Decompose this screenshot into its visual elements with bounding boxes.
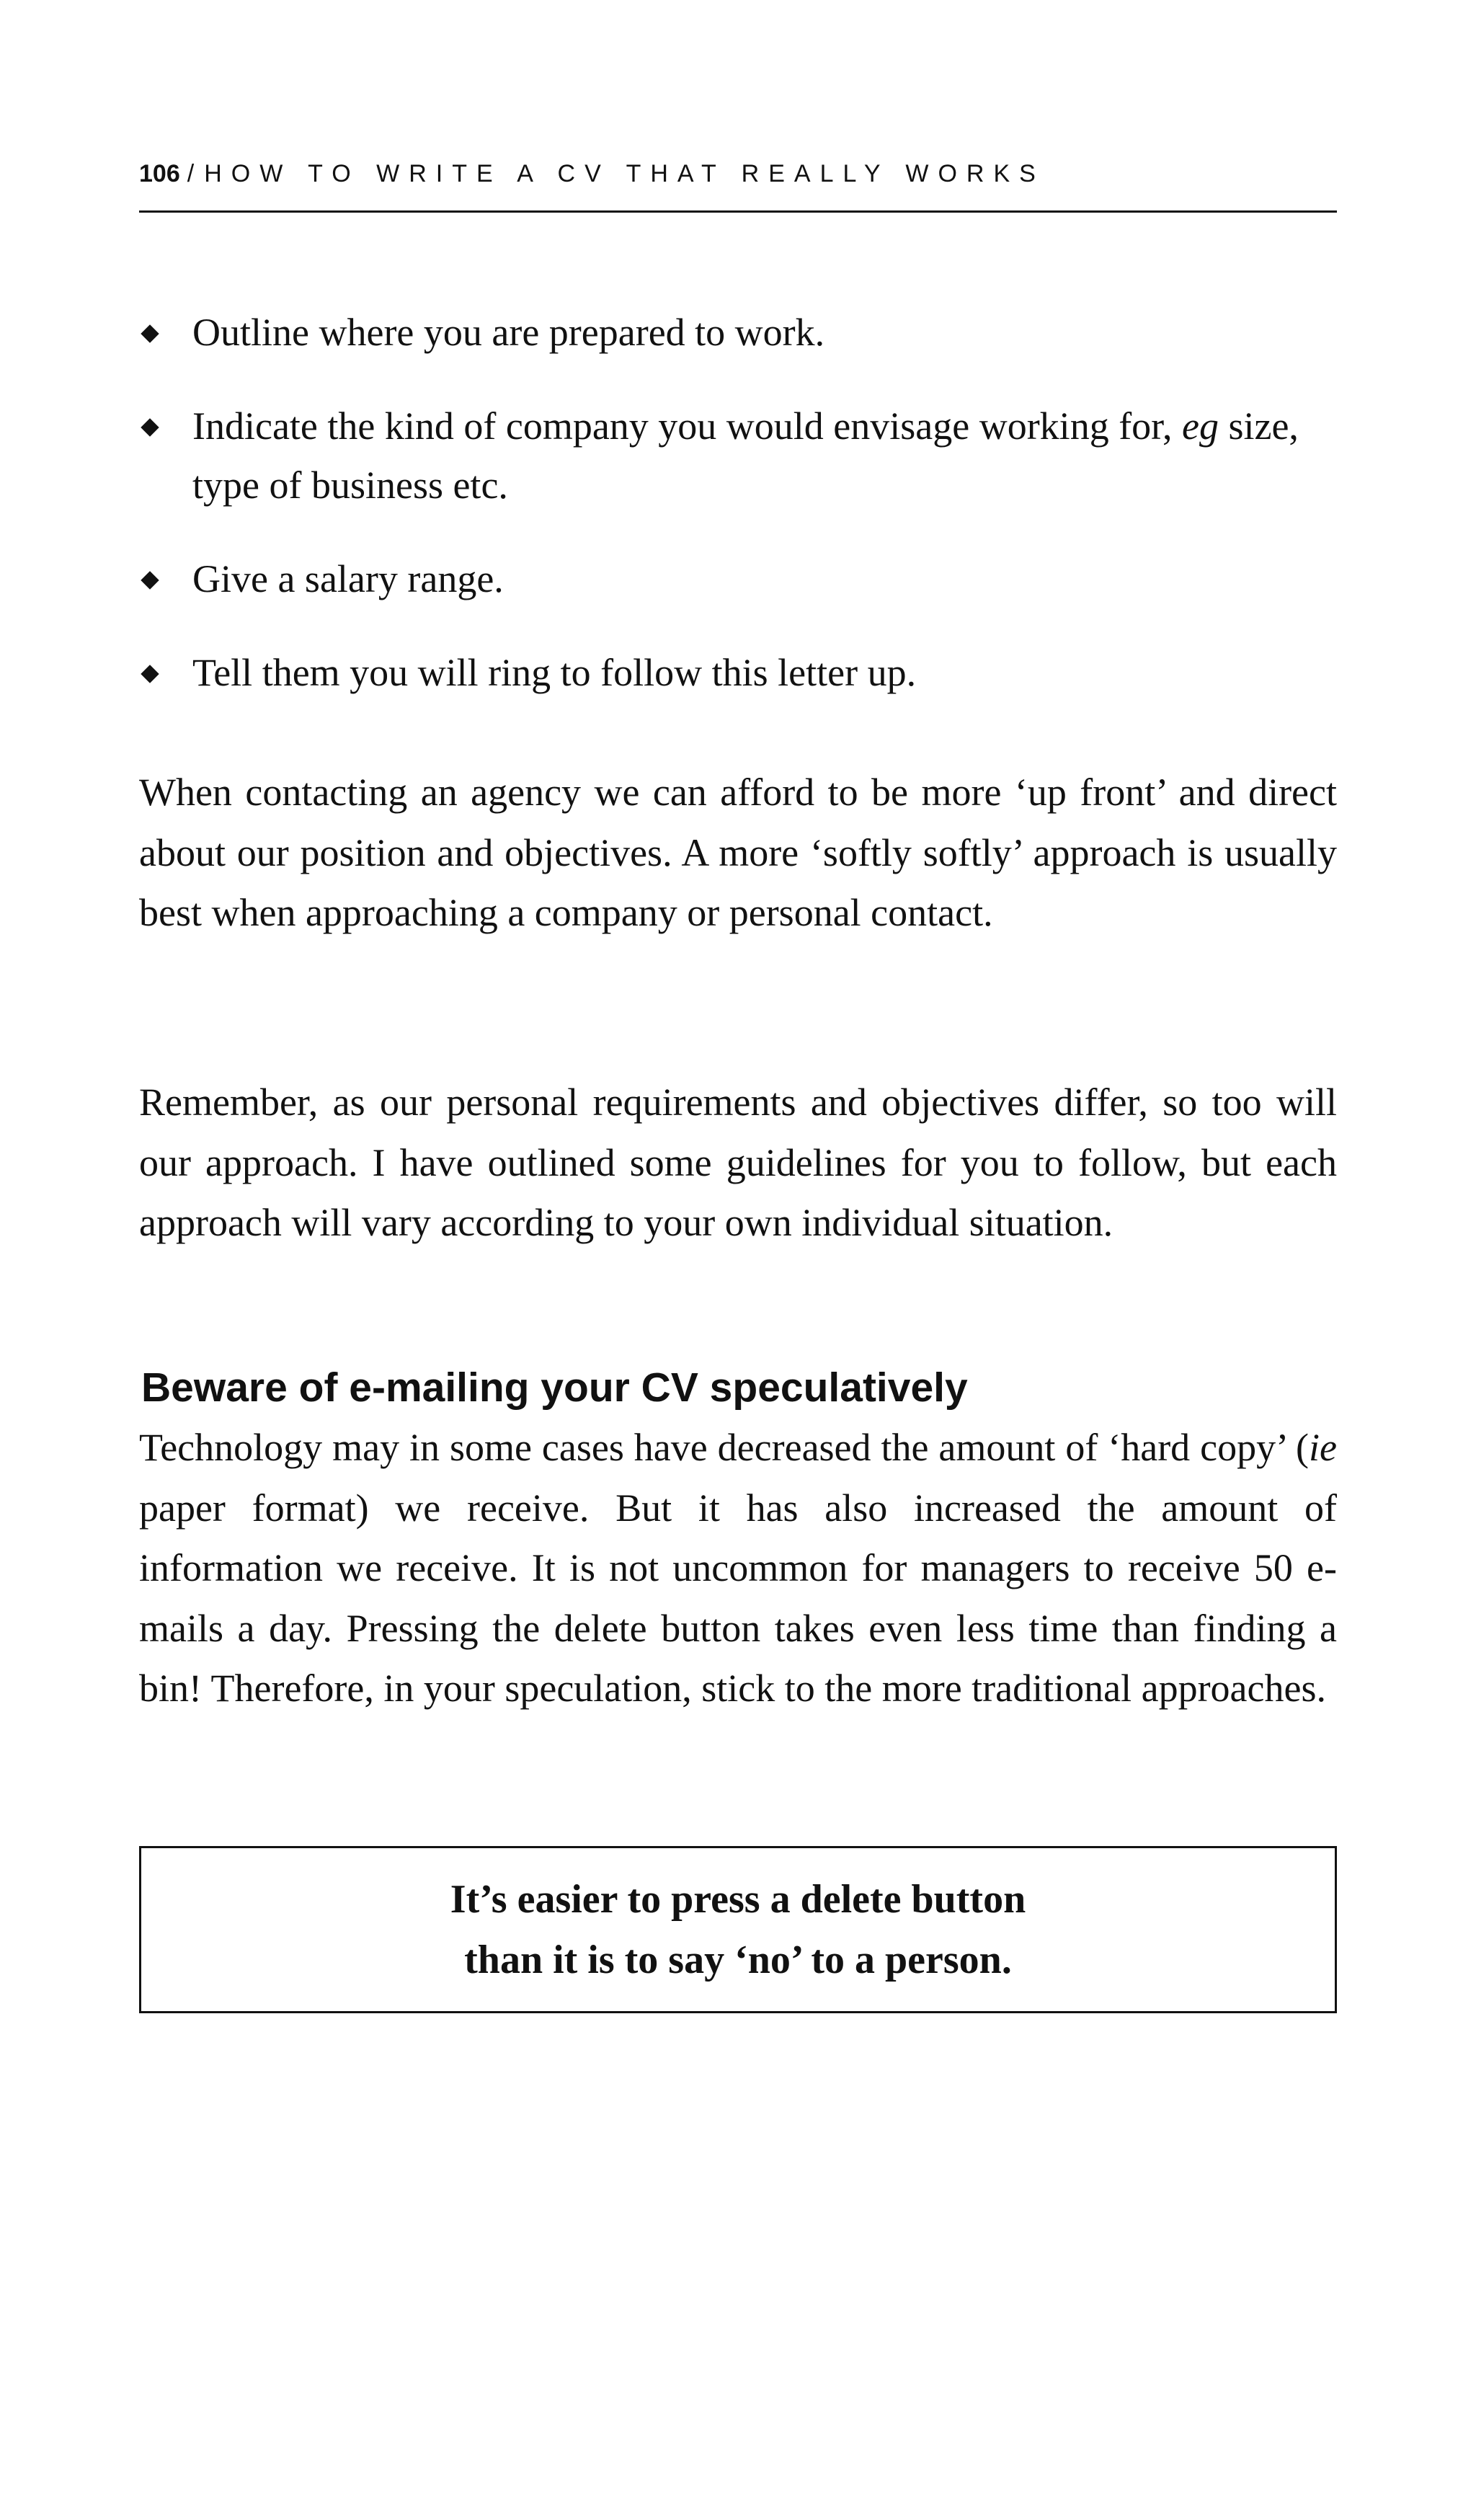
book-title: HOW TO WRITE A CV THAT REALLY WORKS xyxy=(204,160,1045,187)
bullet-emphasis: eg xyxy=(1182,404,1219,448)
list-item xyxy=(139,643,1337,702)
list-item xyxy=(139,549,1337,608)
diamond-bullet-icon xyxy=(141,324,159,342)
list-item xyxy=(139,396,1337,515)
section-text: paper format) we receive. But it has also increased the amount of information we receive. It is not uncommon for managers to receive 50 e-mails a day. Pressing the delete button takes even less time than finding a bin! Therefore, in your speculation, stick to the more traditional approaches. xyxy=(139,1486,1337,1710)
section-body xyxy=(139,1418,1337,1719)
bullet-text: Give a salary range. xyxy=(192,557,504,600)
diamond-bullet-icon xyxy=(141,418,159,436)
page-number: 106 xyxy=(139,160,180,187)
paragraph-remember: Remember, as our personal requirements and objectives differ, so too will our approach. I have outlined some guidelines for you to follow, but each approach will vary according to your own individual situation. xyxy=(139,1081,1337,1244)
list-item xyxy=(139,303,1337,362)
callout-line: It’s easier to press a delete button xyxy=(450,1877,1026,1922)
callout-text xyxy=(450,1869,1026,1990)
running-header xyxy=(139,160,1337,213)
section-emphasis: ie xyxy=(1309,1426,1337,1469)
bullet-text: Indicate the kind of company you would envisage working for, xyxy=(192,404,1182,448)
bullet-text: Outline where you are prepared to work. xyxy=(192,311,825,354)
bullet-list xyxy=(139,303,1337,737)
bullet-text: size, type of business etc. xyxy=(192,404,1299,507)
diamond-bullet-icon xyxy=(141,665,159,683)
callout-line: than it is to say ‘no’ to a person. xyxy=(464,1938,1012,1982)
paragraph-agency: When contacting an agency we can afford to be more ‘up front’ and direct about our position and objectives. A more ‘softly softly’ approach is usually best when approaching a company or personal contact. xyxy=(139,771,1337,934)
diamond-bullet-icon xyxy=(141,571,159,589)
section-heading: Beware of e-mailing your CV speculatively xyxy=(141,1365,968,1411)
callout-box xyxy=(139,1846,1337,2013)
header-separator: / xyxy=(187,160,195,187)
bullet-text: Tell them you will ring to follow this letter up. xyxy=(192,651,917,694)
section-text: Technology may in some cases have decreased the amount of ‘hard copy’ ( xyxy=(139,1426,1310,1469)
